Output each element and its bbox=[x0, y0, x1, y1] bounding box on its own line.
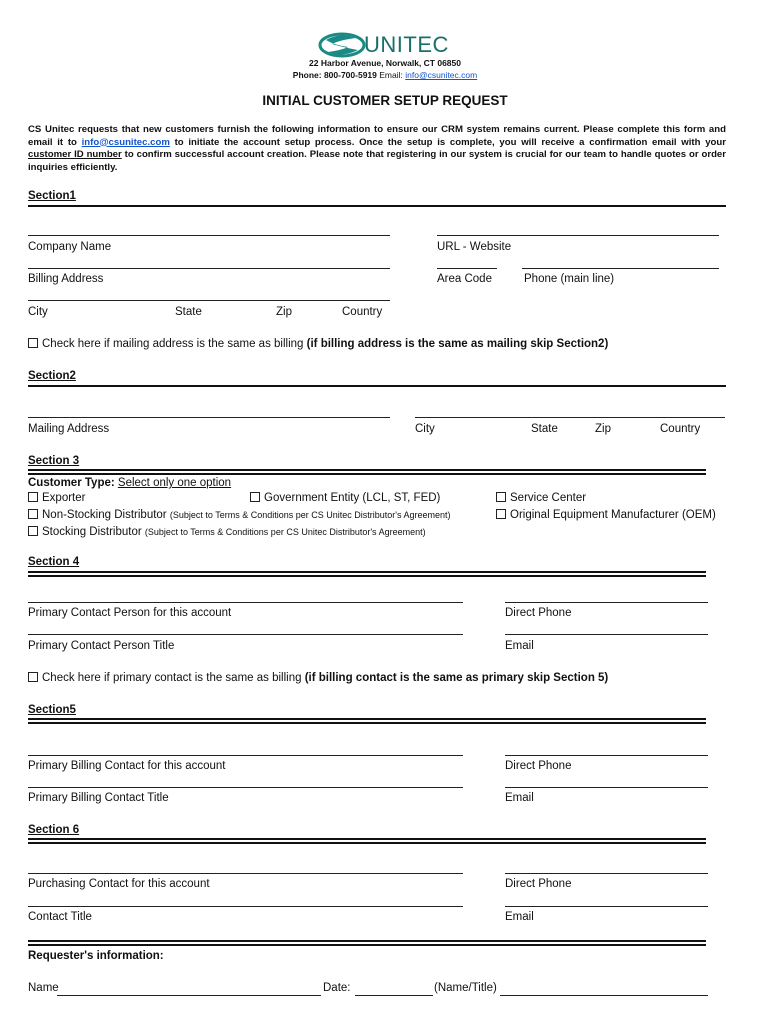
option-oem[interactable] bbox=[496, 509, 716, 521]
section4-divider bbox=[28, 571, 706, 577]
phone-main-label: Phone (main line) bbox=[524, 273, 615, 285]
mailing-same-note: (if billing address is the same as mailing skip Section2) bbox=[306, 338, 609, 350]
purchasing-contact-line[interactable] bbox=[28, 873, 463, 874]
mailing-address-label: Mailing Address bbox=[28, 423, 110, 435]
requester-date-label: Date: bbox=[323, 982, 351, 994]
stocking-note: (Subject to Terms & Conditions per CS Unitec Distributor's Agreement) bbox=[144, 527, 426, 537]
section5-title: Section5 bbox=[28, 704, 76, 716]
contact-email-label: Email bbox=[505, 911, 534, 923]
intro-email-link[interactable]: info@csunitec.com bbox=[81, 136, 170, 148]
contact-same-note: (if billing contact is the same as primary skip Section 5) bbox=[304, 672, 609, 684]
section5-divider bbox=[28, 718, 706, 724]
requester-name-label: Name bbox=[28, 982, 59, 994]
purchasing-contact-label: Purchasing Contact for this account bbox=[28, 878, 210, 890]
header-email-label: Email: bbox=[379, 70, 403, 80]
select-one-label: Select only one option bbox=[117, 477, 232, 489]
billing-title-line[interactable] bbox=[28, 787, 463, 788]
page-title: INITIAL CUSTOMER SETUP REQUEST bbox=[262, 93, 508, 108]
company-name-line[interactable] bbox=[28, 235, 390, 236]
section3-title: Section 3 bbox=[28, 455, 80, 467]
billing-email-line[interactable] bbox=[505, 787, 708, 788]
header-address: 22 Harbor Avenue, Norwalk, CT 06850 bbox=[309, 58, 461, 68]
contact-title-line[interactable] bbox=[28, 906, 463, 907]
option-exporter[interactable] bbox=[28, 492, 85, 504]
mailing-state-label: State bbox=[531, 423, 558, 435]
mailing-address-line[interactable] bbox=[28, 417, 390, 418]
purchasing-phone-line[interactable] bbox=[505, 873, 708, 874]
state-label: State bbox=[175, 306, 202, 318]
service-center-checkbox[interactable] bbox=[496, 492, 506, 502]
requester-title: Requester's information: bbox=[28, 950, 164, 962]
primary-contact-label: Primary Contact Person for this account bbox=[28, 607, 232, 619]
city-label: City bbox=[28, 306, 48, 318]
stocking-label: Stocking Distributor bbox=[42, 526, 142, 538]
requester-divider bbox=[28, 940, 706, 946]
government-checkbox[interactable] bbox=[250, 492, 260, 502]
service-center-label: Service Center bbox=[510, 492, 587, 504]
header-contact bbox=[0, 70, 770, 80]
area-code-line[interactable] bbox=[437, 268, 497, 269]
section4-title: Section 4 bbox=[28, 556, 80, 568]
intro-paragraph bbox=[28, 124, 726, 174]
cs-logo-icon bbox=[318, 30, 368, 60]
mailing-zip-label: Zip bbox=[595, 423, 611, 435]
mailing-same-row bbox=[28, 338, 608, 350]
option-service-center[interactable] bbox=[496, 492, 586, 504]
government-label: Government Entity (LCL, ST, FED) bbox=[264, 492, 441, 504]
customer-type-label: Customer Type: bbox=[28, 477, 115, 489]
zip-label: Zip bbox=[276, 306, 292, 318]
contact-same-row bbox=[28, 672, 608, 684]
option-government[interactable] bbox=[250, 492, 440, 504]
contact-title-label: Contact Title bbox=[28, 911, 92, 923]
section6-divider bbox=[28, 838, 706, 844]
mailing-same-label: Check here if mailing address is the same as billing bbox=[42, 338, 304, 350]
billing-address-label: Billing Address bbox=[28, 273, 104, 285]
exporter-label: Exporter bbox=[42, 492, 86, 504]
company-logo bbox=[318, 30, 458, 60]
phone-main-line[interactable] bbox=[522, 268, 719, 269]
contact-same-label: Check here if primary contact is the same as billing bbox=[42, 672, 302, 684]
intro-id-label: customer ID number bbox=[28, 149, 122, 161]
oem-checkbox[interactable] bbox=[496, 509, 506, 519]
logo-text: UNITEC bbox=[364, 32, 449, 57]
billing-email-label: Email bbox=[505, 792, 534, 804]
mailing-city-line[interactable] bbox=[415, 417, 725, 418]
mailing-city-label: City bbox=[415, 423, 435, 435]
section6-title: Section 6 bbox=[28, 824, 80, 836]
contact-same-checkbox[interactable] bbox=[28, 672, 38, 682]
intro-text-2: to initiate the account setup process. Once the setup is complete, you will receive a confirmation email with your bbox=[174, 136, 726, 148]
billing-contact-label: Primary Billing Contact for this account bbox=[28, 760, 226, 772]
oem-label: Original Equipment Manufacturer (OEM) bbox=[510, 509, 716, 521]
primary-title-label: Primary Contact Person Title bbox=[28, 640, 175, 652]
exporter-checkbox[interactable] bbox=[28, 492, 38, 502]
stocking-checkbox[interactable] bbox=[28, 526, 38, 536]
billing-title-label: Primary Billing Contact Title bbox=[28, 792, 169, 804]
requester-name-line[interactable] bbox=[57, 995, 321, 996]
option-non-stocking[interactable] bbox=[28, 509, 451, 521]
intro-text-1: CS Unitec requests that new customers furnish the following information to ensure our CRM system remains current. Please complete this form and email it to bbox=[28, 124, 726, 148]
non-stocking-checkbox[interactable] bbox=[28, 509, 38, 519]
billing-phone-label: Direct Phone bbox=[505, 760, 572, 772]
intro-text-3: to confirm successful account creation. Please note that registering in our system is crucial for our team to handle quotes or order inquiries efficiently. bbox=[28, 149, 726, 173]
company-name-label: Company Name bbox=[28, 241, 112, 253]
section3-divider bbox=[28, 469, 706, 475]
primary-title-line[interactable] bbox=[28, 634, 463, 635]
primary-phone-label: Direct Phone bbox=[505, 607, 572, 619]
requester-date-line[interactable] bbox=[355, 995, 433, 996]
contact-email-line[interactable] bbox=[505, 906, 708, 907]
non-stocking-note: (Subject to Terms & Conditions per CS Unitec Distributor's Agreement) bbox=[169, 510, 451, 520]
primary-contact-line[interactable] bbox=[28, 602, 463, 603]
customer-type-row bbox=[28, 477, 231, 489]
section2-title: Section2 bbox=[28, 370, 76, 382]
header-phone: Phone: 800-700-5919 bbox=[292, 70, 377, 80]
country-label: Country bbox=[342, 306, 383, 318]
requester-name-title-line[interactable] bbox=[500, 995, 708, 996]
section2-divider bbox=[28, 385, 726, 387]
url-label: URL - Website bbox=[437, 241, 512, 253]
header-email-link[interactable]: info@csunitec.com bbox=[405, 70, 478, 80]
mailing-country-label: Country bbox=[660, 423, 701, 435]
billing-contact-line[interactable] bbox=[28, 755, 463, 756]
primary-email-label: Email bbox=[505, 640, 534, 652]
billing-phone-line[interactable] bbox=[505, 755, 708, 756]
url-line[interactable] bbox=[437, 235, 719, 236]
mailing-same-checkbox[interactable] bbox=[28, 338, 38, 348]
section1-title: Section1 bbox=[28, 190, 76, 202]
area-code-label: Area Code bbox=[437, 273, 492, 285]
option-stocking[interactable] bbox=[28, 526, 426, 538]
requester-name-title-label: (Name/Title) bbox=[434, 982, 497, 994]
primary-email-line[interactable] bbox=[505, 634, 708, 635]
non-stocking-label: Non-Stocking Distributor bbox=[42, 509, 167, 521]
purchasing-phone-label: Direct Phone bbox=[505, 878, 572, 890]
billing-address-line[interactable] bbox=[28, 268, 390, 269]
primary-phone-line[interactable] bbox=[505, 602, 708, 603]
section1-divider bbox=[28, 205, 726, 207]
city-state-line[interactable] bbox=[28, 300, 390, 301]
